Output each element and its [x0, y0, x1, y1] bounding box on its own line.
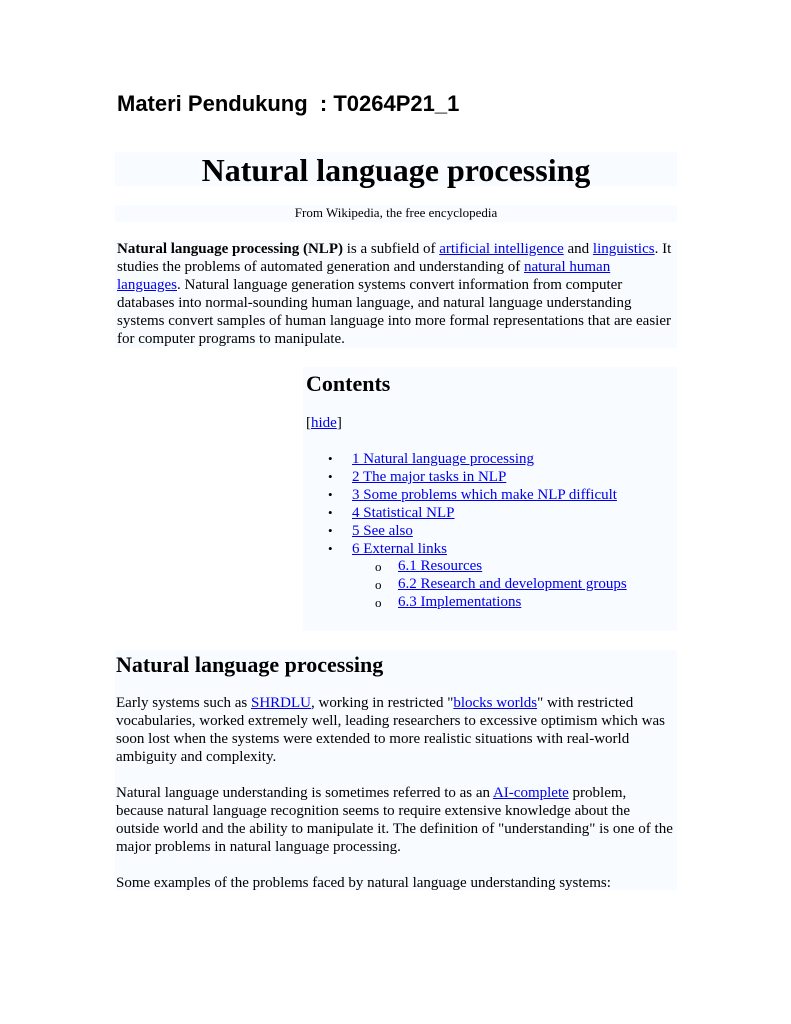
toc-link-5[interactable]: 5 See also — [352, 523, 413, 539]
toc-link-6[interactable]: 6 External links — [352, 541, 447, 557]
section-paragraph-3: Some examples of the problems faced by natural language understanding systems: — [116, 875, 611, 891]
link-shrdlu[interactable]: SHRDLU — [250, 695, 311, 711]
circle-bullet-icon: o — [375, 559, 382, 574]
p1-text-1: Early systems such as — [116, 695, 251, 711]
intro-paragraph — [115, 240, 677, 348]
document-header: Materi Pendukung : T0264P21_1 — [117, 91, 460, 116]
page-title: Natural language processing — [201, 152, 591, 188]
p1-text-3: " with restricted vocabularies, worked extremely well, leading researchers to excessive optimism which was soon lost when the systems were extended to more realistic situations with real-world ambiguity and complexity. — [116, 695, 665, 765]
bullet-icon: • — [328, 541, 333, 556]
bullet-icon: • — [328, 451, 333, 466]
p1-text-2: , working in restricted " — [311, 695, 454, 711]
bracket-open: [ — [306, 415, 311, 431]
bullet-icon: • — [328, 469, 333, 484]
toc-link-6-1[interactable]: 6.1 Resources — [398, 558, 483, 574]
section-paragraph-1 — [116, 694, 676, 766]
page-subtitle: From Wikipedia, the free encyclopedia — [294, 205, 498, 220]
toc-link-6-3[interactable]: 6.3 Implementations — [398, 594, 522, 610]
toc-hide-control — [306, 414, 342, 432]
circle-bullet-icon: o — [375, 595, 382, 610]
bullet-icon: • — [328, 505, 333, 520]
toc-link-4[interactable]: 4 Statistical NLP — [352, 505, 455, 521]
p2-text-2: problem, because natural language recognition seems to require extensive knowledge about the outside world and the ability to manipulate it. The definition of "understanding" is one of the major problems in natural language processing. — [116, 785, 673, 855]
link-natural-human-languages[interactable]: natural human languages — [117, 259, 611, 293]
p2-text-1: Natural language understanding is sometimes referred to as an — [116, 785, 493, 801]
intro-text-4: . Natural language generation systems convert information from computer databases into normal-sounding human language, and natural language understanding systems convert samples of human language into more formal representations that are easier for computer programs to manipulate. — [117, 277, 671, 347]
toc-link-1[interactable]: 1 Natural language processing — [352, 451, 535, 467]
toc-title: Contents — [306, 371, 391, 396]
intro-text-2: and — [563, 241, 593, 257]
circle-bullet-icon: o — [375, 577, 382, 592]
toc-link-6-2[interactable]: 6.2 Research and development groups — [398, 576, 627, 592]
intro-text-1: is a subfield of — [342, 241, 440, 257]
intro-term: Natural language processing (NLP) — [117, 241, 343, 257]
link-artificial-intelligence[interactable]: artificial intelligence — [439, 241, 564, 257]
section-paragraph-2 — [116, 784, 676, 856]
toc-link-2[interactable]: 2 The major tasks in NLP — [352, 469, 507, 485]
link-blocks-worlds[interactable]: blocks worlds — [453, 695, 538, 711]
intro-text-3: . It studies the problems of automated generation and understanding of — [117, 241, 672, 275]
toc-hide-link[interactable]: hide — [311, 415, 337, 431]
link-ai-complete[interactable]: AI-complete — [492, 785, 569, 801]
link-linguistics[interactable]: linguistics — [592, 241, 655, 257]
section-heading: Natural language processing — [116, 652, 384, 677]
bullet-icon: • — [328, 487, 333, 502]
bracket-close: ] — [336, 415, 342, 431]
bullet-icon: • — [328, 523, 333, 538]
toc-link-3[interactable]: 3 Some problems which make NLP difficult — [352, 487, 617, 503]
